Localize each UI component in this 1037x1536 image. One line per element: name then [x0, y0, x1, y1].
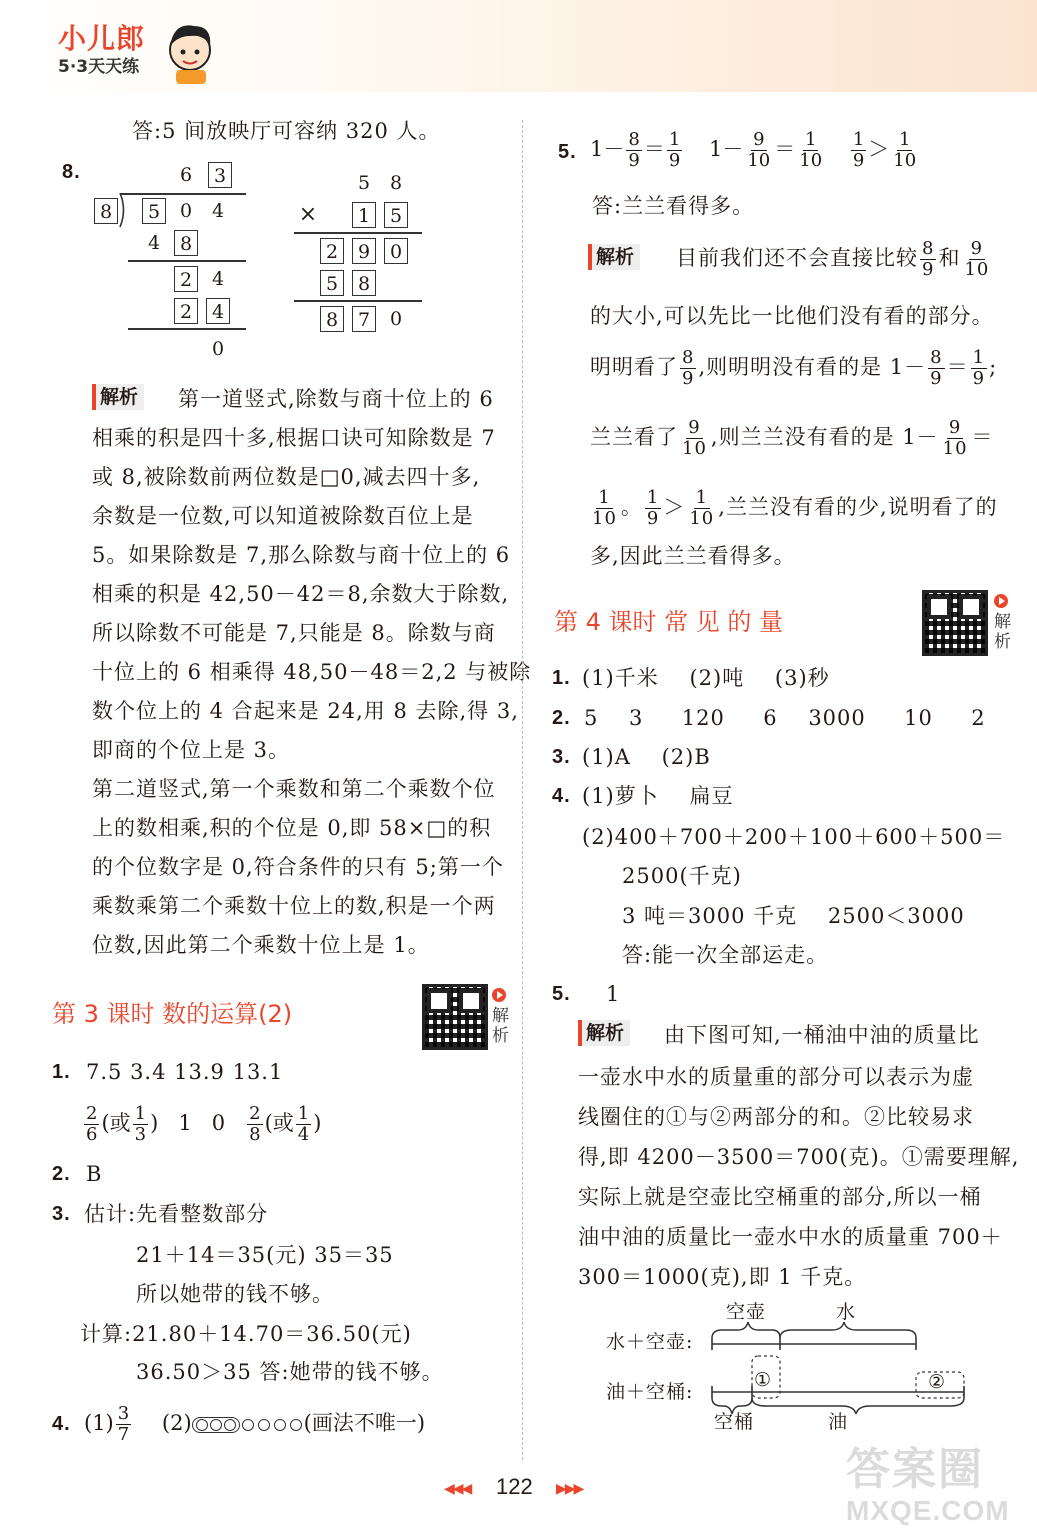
analysis-line: 乘数乘第二个乘数十位上的数,积是一个两 [92, 894, 496, 918]
dividend-tens: 0 [179, 200, 193, 222]
analysis-line: 由下图可知,一桶油中油的质量比 [664, 1023, 980, 1047]
partial2-tens-box: 8 [352, 270, 376, 296]
answer-number: 1. [552, 667, 571, 689]
answer-3: (1)A (2)B [582, 745, 711, 769]
fraction: $\frac{2}{6}$ [86, 1103, 98, 1145]
answer-number: 1. [52, 1061, 71, 1083]
fraction: $\frac{9}{10}$ [682, 417, 707, 459]
analysis-line: 数个位上的 4 合起来是 24,用 8 去除,得 3, [92, 699, 519, 723]
subtract2-tens-box: 2 [174, 298, 198, 324]
analysis-line: 或 8,被除数前两位数是□0,减去四十多, [92, 465, 481, 489]
analysis-line: 十位上的 6 相乘得 48,50－48＝2,2 与被除 [92, 660, 532, 684]
analysis-line: 多,因此兰兰看得多。 [590, 544, 796, 568]
row-water-plus-pot: 水＋空壶: [606, 1331, 694, 1353]
column-divider [522, 120, 523, 1460]
fraction: $\frac{1}{3}$ [134, 1103, 147, 1145]
mul-b-tens-box: 1 [352, 202, 376, 228]
label-empty-bucket: 空桶 [714, 1411, 755, 1433]
analysis-line: 上的数相乘,积的个位是 0,即 58×□的积 [92, 816, 492, 840]
mul-a-tens: 5 [357, 172, 371, 194]
answer-number: 2. [552, 707, 571, 729]
answer-number: 5. [552, 983, 571, 1005]
watermark-url: MXQE.COM [846, 1495, 1010, 1526]
division-bracket-top [120, 193, 246, 195]
page-nav-prev-arrows: ◀◀◀ [444, 1481, 471, 1497]
partial1-ones-box: 0 [384, 238, 408, 264]
analysis-tag: 解析 [578, 1020, 630, 1046]
analysis-line: 一壶水中水的质量重的部分可以表示为虚 [578, 1065, 974, 1089]
qr-code-icon[interactable] [922, 590, 988, 656]
analysis-line: 兰兰看了 $\frac{9}{10}$ ,则兰兰没有看的是 1－ $\frac{9}{10}$ ＝ [590, 417, 994, 459]
fraction: $\frac{8}{9}$ [930, 347, 943, 389]
watermark-logo [846, 1444, 1010, 1526]
label-water: 水 [836, 1301, 857, 1323]
brand-logo-text: 小儿郎 [58, 22, 146, 55]
answer-number: 4. [52, 1413, 71, 1435]
page-header-band [0, 0, 1037, 92]
brand-logo [58, 22, 145, 78]
mul-a-ones: 8 [389, 172, 403, 194]
section-title-lesson4: 第 4 课时 常 见 的 量 [554, 608, 784, 636]
answer-4-line: 2500(千克) [622, 864, 742, 888]
analysis-tag: 解析 [92, 384, 144, 410]
quotient-ones-box: 3 [208, 162, 232, 188]
row-oil-plus-bucket: 油＋空桶: [606, 1381, 694, 1403]
dividend-hundreds-box: 5 [142, 198, 166, 224]
brand-series: 5·3天天练 [58, 57, 140, 77]
mul-line-2 [294, 300, 422, 302]
answer-3-line: 计算:21.80＋14.70＝36.50(元) [80, 1322, 412, 1346]
answer-2-value: B [86, 1162, 103, 1186]
left-answer-line: 答:5 间放映厅可容纳 320 人。 [132, 119, 441, 143]
analysis-line: 位数,因此第二个乘数十位上是 1。 [92, 933, 430, 957]
fraction: $\frac{9}{10}$ [964, 238, 990, 280]
analysis-line: 得,即 4200－3500＝700(克)。①需要理解, [578, 1145, 1020, 1169]
diagram-lines [606, 1296, 986, 1436]
answer-4-line: (1)萝卜 扁豆 [582, 784, 734, 808]
answer-number: 3. [52, 1203, 71, 1225]
analysis-line: 即商的个位上是 3。 [92, 738, 291, 762]
page-nav-next-arrows: ▶▶▶ [556, 1481, 583, 1497]
answer-3-line: 36.50＞35 答:她带的钱不够。 [136, 1360, 444, 1384]
analysis-line: 的个位数字是 0,符合条件的只有 5;第一个 [92, 855, 504, 879]
analysis-line: 目前我们还不会直接比较 $\frac{8}{9}$ 和 $\frac{9}{10}$ [676, 238, 990, 280]
fraction: $\frac{2}{8}$ [249, 1103, 261, 1145]
quotient-tens: 6 [179, 164, 193, 186]
q5-answer: 答:兰兰看得多。 [592, 194, 755, 218]
analysis-line: 第二道竖式,第一个乘数和第二个乘数个位 [92, 777, 496, 801]
section-title-lesson3: 第 3 课时 数的运算(2) [52, 1000, 293, 1028]
fraction: $\frac{1}{10}$ [893, 129, 917, 171]
segment-diagram [606, 1296, 986, 1436]
mascot-boy-icon [160, 16, 220, 86]
subtract1-ones-box: 8 [174, 230, 198, 256]
times-sign: × [298, 202, 318, 227]
answer-4-line: 3 吨＝3000 千克 2500＜3000 [622, 904, 965, 928]
division-bracket-curve [118, 193, 128, 227]
answer-2: 5 3 120 6 3000 10 2 [584, 706, 986, 730]
play-icon[interactable] [994, 594, 1008, 608]
answer-3-line: 估计:先看整数部分 [84, 1202, 269, 1226]
fraction: $\frac{9}{10}$ [747, 129, 771, 171]
fraction: $\frac{1}{9}$ [668, 129, 681, 171]
fraction: $\frac{1}{9}$ [972, 347, 986, 389]
division-line-2 [128, 328, 246, 330]
partial1-hundreds-box: 2 [320, 238, 344, 264]
analysis-line: 相乘的积是 42,50－42＝8,余数大于除数, [92, 582, 510, 606]
q8-number: 8. [62, 161, 81, 183]
analysis-line: 相乘的积是四十多,根据口诀可知除数是 7 [92, 426, 496, 450]
analysis-line: 所以除数不可能是 7,只能是 8。除数与商 [92, 621, 496, 645]
fraction: $\frac{1}{9}$ [852, 129, 865, 171]
subtract2-ones-box: 4 [206, 298, 230, 324]
fraction: $\frac{1}{10}$ [689, 487, 715, 529]
analysis-line: 第一道竖式,除数与商十位上的 6 [178, 387, 494, 411]
product-ones: 0 [389, 308, 403, 330]
fraction: $\frac{9}{10}$ [942, 417, 968, 459]
qr-label: 解析 [994, 612, 1011, 652]
partial2-hundreds-box: 5 [320, 270, 344, 296]
answer-5: 1 [606, 982, 621, 1006]
analysis-line: 300＝1000(克),即 1 千克。 [578, 1265, 867, 1289]
division-line-1 [128, 260, 246, 262]
play-icon[interactable] [492, 988, 506, 1002]
remainder1-ones: 4 [211, 268, 225, 290]
page-number: 122 [496, 1474, 533, 1499]
fraction: $\frac{1}{4}$ [297, 1103, 310, 1145]
answer-number: 4. [552, 785, 571, 807]
fraction: $\frac{8}{9}$ [628, 129, 640, 171]
answer-4-line: 答:能一次全部运走。 [622, 943, 829, 967]
q5-fractions: 1－ $\frac{8}{9}$ ＝ $\frac{1}{9}$ 1－ $\frac{9}{10}$ ＝ $\frac{1}{10}$ $\frac{1}{9}$ ＞ $\frac{1}{10}$ [590, 129, 917, 171]
qr-code-icon[interactable] [422, 984, 488, 1050]
answer-number: 2. [52, 1163, 71, 1185]
analysis-line: 的大小,可以先比一比他们没有看的部分。 [590, 304, 994, 328]
analysis-line: 5。如果除数是 7,那么除数与商十位上的 6 [92, 543, 511, 567]
answer-1-values: 7.5 3.4 13.9 13.1 [86, 1060, 284, 1084]
q5-number: 5. [558, 141, 577, 163]
answer-4: (1) $\frac{3}{7}$ (2) (画法不唯一) [84, 1403, 426, 1445]
partial1-tens-box: 9 [352, 238, 376, 264]
qr-label: 解析 [492, 1006, 509, 1046]
watermark-text: 答案圈 [846, 1444, 984, 1495]
analysis-line: 明明看了 $\frac{8}{9}$ ,则明明没有看的是 1－ $\frac{8}{9}$ ＝ $\frac{1}{9}$ ; [590, 347, 998, 389]
analysis-line: 线圈住的①与②两部分的和。②比较易求 [578, 1105, 974, 1129]
mul-line-1 [294, 232, 422, 234]
fraction: $\frac{1}{10}$ [799, 129, 823, 171]
product-hundreds-box: 8 [320, 306, 344, 332]
analysis-line: 余数是一位数,可以知道被除数百位上是 [92, 504, 474, 528]
label-oil: 油 [828, 1411, 849, 1433]
fraction: $\frac{1}{9}$ [646, 487, 660, 529]
answer-3-line: 所以她带的钱不够。 [136, 1282, 334, 1306]
divisor-box: 8 [94, 198, 118, 224]
product-tens-box: 7 [352, 306, 376, 332]
analysis-line: 油中油的质量比一壶水中水的质量重 700＋ [578, 1225, 1003, 1249]
answer-1: (1)千米 (2)吨 (3)秒 [582, 666, 830, 690]
answer-number: 3. [552, 746, 571, 768]
analysis-line: $\frac{1}{10}$ 。 $\frac{1}{9}$ ＞ $\frac{1}{10}$ ,兰兰没有看的少,说明看了的 [592, 487, 998, 529]
subtract1-tens: 4 [147, 232, 161, 254]
fraction: $\frac{1}{10}$ [592, 487, 617, 529]
circles-drawing [192, 1417, 304, 1433]
analysis-line: 实际上就是空壶比空桶重的部分,所以一桶 [578, 1185, 982, 1209]
fraction: $\frac{8}{9}$ [682, 347, 695, 389]
fraction: $\frac{3}{7}$ [117, 1403, 130, 1445]
vertical-multiplication [292, 168, 432, 338]
answer-3-line: 21＋14＝35(元) 35＝35 [136, 1243, 394, 1267]
circled-two: ② [928, 1371, 947, 1393]
label-empty-pot: 空壶 [726, 1301, 767, 1323]
mul-b-ones-box: 5 [384, 202, 408, 228]
fraction: $\frac{8}{9}$ [922, 238, 935, 280]
analysis-tag: 解析 [588, 244, 640, 270]
dividend-ones: 4 [211, 200, 225, 222]
division-remainder: 0 [211, 338, 225, 360]
remainder1-tens-box: 2 [174, 266, 198, 292]
answer-1-fractions: $\frac{2}{6}$ (或 $\frac{1}{3}$ ) 1 0 $\frac{2}{8}$ (或 $\frac{1}{4}$ ) [86, 1103, 322, 1145]
long-division [90, 160, 250, 360]
answer-4-line: (2)400＋700＋200＋100＋600＋500＝ [582, 825, 1006, 849]
circled-one: ① [754, 1369, 773, 1391]
